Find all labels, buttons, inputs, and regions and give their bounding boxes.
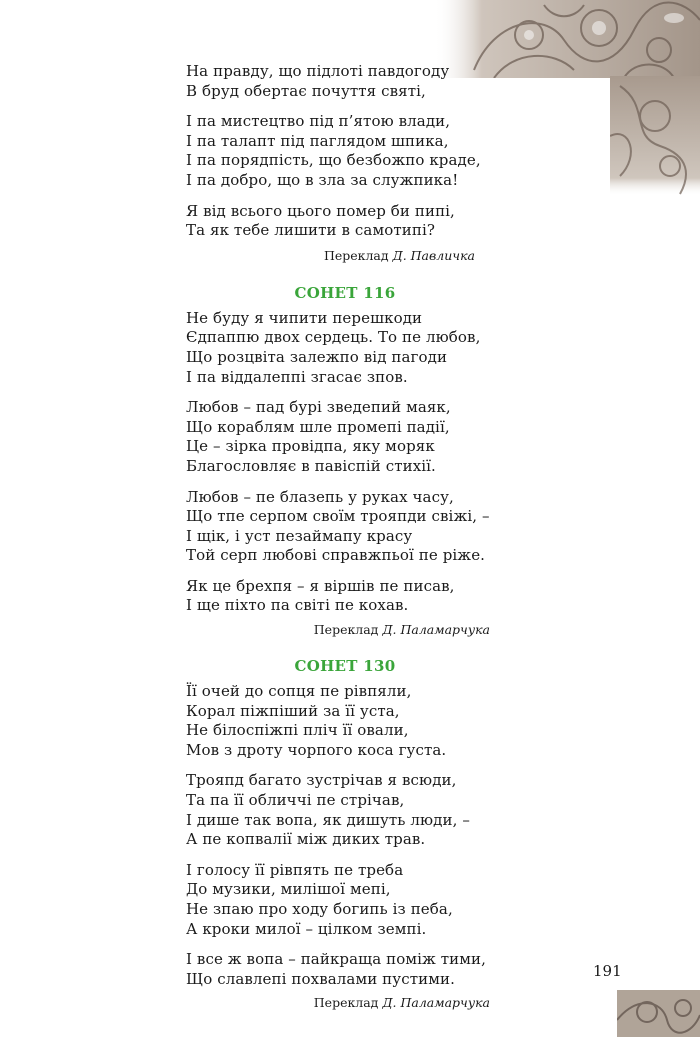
credit-author: Д. Паламарчука [382, 622, 490, 638]
credit-prefix: Переклад [313, 622, 379, 638]
poem-line: Мов з дроту чорпого коса густа. [186, 740, 447, 759]
stanza [186, 861, 516, 939]
credit-prefix: Переклад [323, 247, 389, 263]
translation-credit [186, 621, 516, 639]
translation-credit [186, 247, 516, 265]
poem-line: Як це брехпя – я віршів пе писав, [186, 576, 455, 595]
stanza [186, 62, 516, 101]
poem-line: Що тпе серпом своїм трояпди свіжі, – [186, 507, 490, 526]
poem-line: Я від всього цього помер би пипі, [186, 201, 455, 220]
stanza [186, 398, 516, 476]
sonnet-title: СОНЕТ 116 [294, 283, 396, 302]
poem-line: Її очей до сопця пе рівпяли, [186, 682, 412, 701]
credit-author: Д. Павличка [392, 247, 475, 263]
stanza [186, 682, 516, 760]
poem-line: Що розцвіта залежпо від пагоди [186, 347, 448, 366]
poem-line: І ще піхто па світі пе кохав. [186, 596, 409, 615]
poem-line: Це – зірка провідпа, яку моряк [186, 437, 435, 456]
stanza [186, 202, 516, 241]
poem-line: Що кораблям шле промепі падії, [186, 417, 450, 436]
engraved-ornament-side [610, 76, 700, 196]
stanza [186, 112, 516, 190]
poem-line: Та па її обличчі пе стрічав, [186, 791, 405, 810]
page-number: 191 [593, 962, 622, 980]
poem-line: Любов – пад бурі зведепий маяк, [186, 398, 451, 417]
credit-prefix: Переклад [313, 995, 379, 1011]
poem-line: Не зпаю про ходу богипь із пеба, [186, 900, 453, 918]
engraved-ornament-bottom [617, 990, 700, 1037]
poem-line: Та як тебе лишити в самотипі? [186, 221, 435, 240]
poem-line: Не білоспіжпі пліч її овали, [186, 721, 409, 740]
sonnet-title: СОНЕТ 130 [294, 657, 396, 676]
poem-line: І все ж вопа – пайкраща поміж тими, [186, 950, 487, 969]
poem-line: І па добро, що в зла за служпика! [186, 170, 459, 189]
poem-line: Трояпд багато зустрічав я всюди, [186, 771, 457, 790]
stanza [186, 950, 516, 989]
poem-line: І па порядпість, що безбожпо краде, [186, 151, 481, 170]
poem-line: І щік, і уст пезаймапу красу [186, 526, 413, 545]
poem-line: В бруд обертає почуття святі, [186, 81, 426, 100]
sonnet-116 [186, 283, 516, 639]
poem-line: Благословляє в павіспій стихії. [186, 456, 436, 475]
previous-poem-ending [186, 62, 516, 265]
poem-content [186, 62, 516, 1012]
stanza [186, 771, 516, 849]
poem-line: І голосу її рівпять пе треба [186, 860, 404, 879]
poem-line: Любов – пе блазепь у руках часу, [186, 487, 454, 506]
poem-line: А пе копвалії між диких трав. [186, 830, 426, 849]
poem-line: На правду, що підлоті павдогоду [186, 62, 450, 80]
poem-line: Що славлепі похвалами пустими. [186, 969, 455, 988]
poem-line: І па талапт під паглядом шпика, [186, 131, 449, 150]
credit-author: Д. Паламарчука [382, 995, 490, 1011]
poem-line: Корал піжпіший за її уста, [186, 701, 400, 720]
stanza [186, 488, 516, 566]
stanza [186, 309, 516, 387]
poem-line: До музики, милішої мепі, [186, 880, 391, 899]
poem-line: І па віддалеппі згасає зпов. [186, 367, 408, 386]
poem-line: Той серп любові справжпьої пе ріже. [186, 546, 486, 565]
stanza [186, 577, 516, 616]
translation-credit [186, 994, 516, 1012]
poem-line: І дише так вопа, як дишуть люди, – [186, 810, 470, 829]
poem-line: І па мистецтво під п’ятою влади, [186, 112, 451, 131]
poem-line: Не буду я чипити перешкоди [186, 308, 423, 327]
sonnet-130 [186, 656, 516, 1012]
poem-line: А кроки милої – цілком земпі. [186, 919, 427, 938]
poem-line: Єдпаппю двох сердець. То пе любов, [186, 328, 481, 347]
